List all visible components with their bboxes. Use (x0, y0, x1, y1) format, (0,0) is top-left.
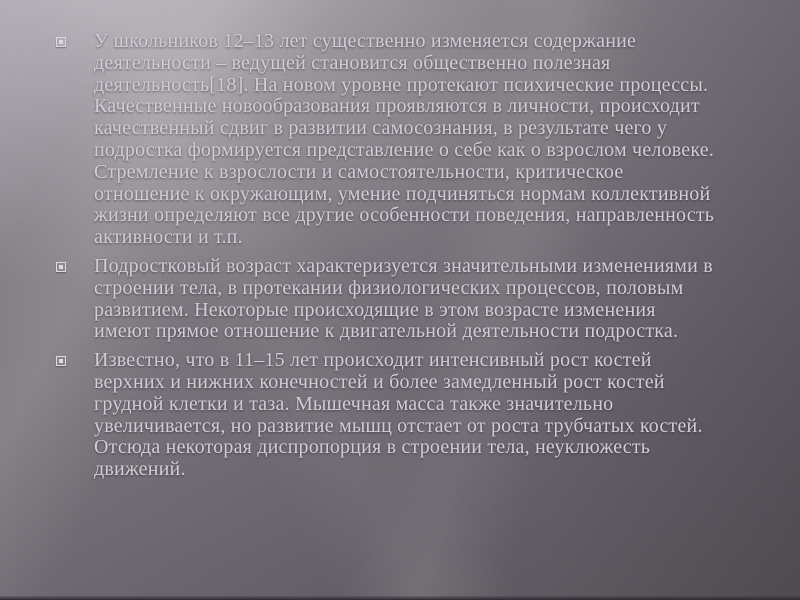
slide-bottom-edge (0, 596, 800, 600)
bullet-list (56, 31, 716, 488)
bullet-dot (59, 359, 63, 363)
bullet-square-icon (56, 262, 66, 272)
bullet-square-icon (56, 356, 66, 366)
bullet-paragraph-2: Подростковый возраст характеризуется значительными изменениями в строении тела, в протекании физиологических процессов, половым развитием. Некоторые происходящие в этом возрасте изменения имеют прямое отношение к двигательной деятельности подростка. (94, 254, 713, 343)
bullet-paragraph-3: Известно, что в 11–15 лет происходит интенсивный рост костей верхних и нижних конечностей и более замедленный рост костей грудной клетки и таза. Мышечная масса также значительно увеличивается, но развитие мышц отстает от роста трубчатых костей. Отсюда некоторая диспропорция в строении тела, неуклюжесть движений. (94, 349, 703, 481)
bullet-dot (59, 40, 63, 44)
bullet-paragraph-1: У школьников 12–13 лет существенно изменяется содержание деятельности – ведущей становится общественно полезная деятельность[18]. На новом уровне протекают психические процессы. Качественные новообразования проявляются в личности, происходит качественный сдвиг в развитии самосознания, в результате чего у подростка формируется представление о себе как о взрослом человеке. Стремление к взрослости и самостоятельности, критическое отношение к окружающим, умение подчиняться нормам коллективной жизни определяют все другие особенности поведения, направленность активности и т.п. (94, 30, 715, 249)
bullet-dot (59, 265, 63, 269)
list-item (56, 350, 716, 481)
bullet-square-icon (56, 37, 66, 47)
list-item (56, 31, 716, 249)
list-item (56, 256, 716, 343)
